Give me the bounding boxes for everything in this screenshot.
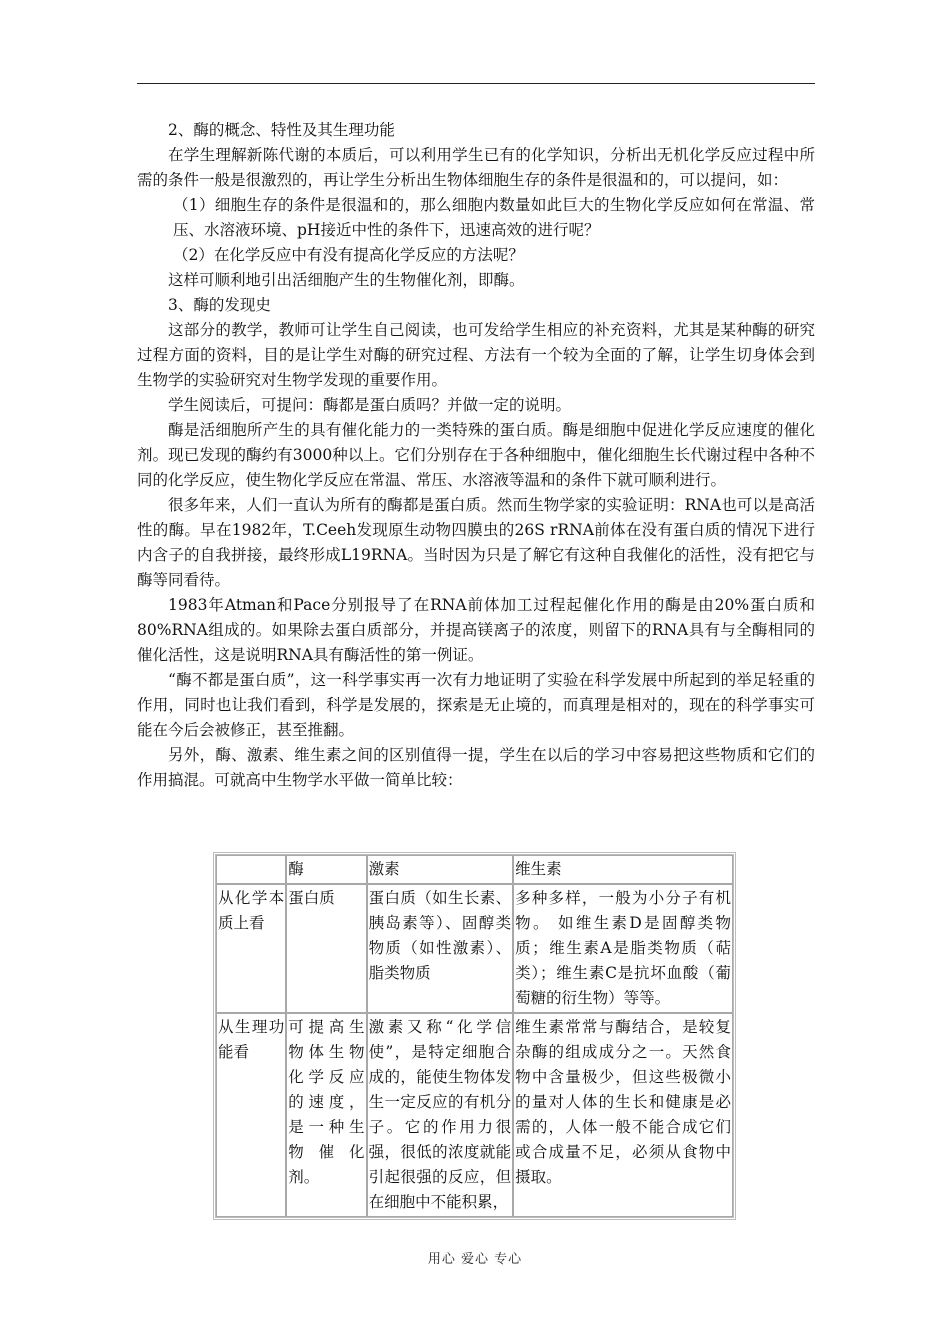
section-heading-enzyme-concept: 2、酶的概念、特性及其生理功能 [168,121,395,139]
table-cell: 多种多样，一般为小分子有机物。 如维生素D是固醇类物质；维生素A是脂类物质（萜类）；维生素C是抗坏血酸（葡萄糖的衍生物）等等。 [513,884,733,1013]
table-cell: 从化学本质上看 [216,884,286,1013]
header-rule [137,83,815,84]
table-cell: 蛋白质 [286,884,366,1013]
paragraph: “酶不都是蛋白质”，这一科学事实再一次有力地证明了实验在科学发展中所起到的举足轻重的作用，同时也让我们看到，科学是发展的，探索是无止境的，而真理是相对的，现在的科学事实可能在今后会被修正，甚至推翻。 [137,671,815,739]
paragraph: 另外，酶、激素、维生素之间的区别值得一提，学生在以后的学习中容易把这些物质和它们的作用搞混。可就高中生物学水平做一简单比较： [137,746,815,789]
table-header-row [216,855,733,884]
question-item: （1）细胞生存的条件是很温和的，那么细胞内数量如此巨大的生物化学反应如何在常温、常压、水溶液环境、pH接近中性的条件下，迅速高效的进行呢？ [173,196,815,239]
table-row [216,884,733,1013]
question-item: （2）在化学反应中有没有提高化学反应的方法呢？ [173,246,524,264]
comparison-table [213,852,736,1220]
table-header-cell: 激素 [367,855,514,884]
table-cell: 可提高生物体生物化学反应的速度，是一种生物催化剂。 [286,1013,366,1217]
table-cell: 激素又称“化学信使”，是特定细胞合成的，能使生物体发生一定反应的有机分子。它的作用力很强，很低的浓度就能引起很强的反应，但在细胞中不能积累， [367,1013,514,1217]
paragraph: 学生阅读后，可提问：酶都是蛋白质吗？并做一定的说明。 [168,396,572,414]
table-cell: 从生理功能看 [216,1013,286,1217]
table-header-cell: 酶 [286,855,366,884]
paragraph: 酶是活细胞所产生的具有催化能力的一类特殊的蛋白质。酶是细胞中促进化学反应速度的催化剂。现已发现的酶约有3000种以上。它们分别存在于各种细胞中，催化细胞生长代谢过程中各种不同的化学反应，使生物化学反应在常温、常压、水溶液等温和的条件下就可顺利进行。 [137,421,815,489]
table-header-cell [216,855,286,884]
paragraph: 很多年来，人们一直认为所有的酶都是蛋白质。然而生物学家的实验证明：RNA也可以是高活性的酶。早在1982年，T.Ceeh发现原生动物四膜虫的26S rRNA前体在没有蛋白质的情况下进行内含子的自我拼接，最终形成L19RNA。当时因为只是了解它有这种自我催化的活性，没有把它与酶等同看待。 [137,496,815,589]
table-row [216,1013,733,1217]
table-header-cell: 维生素 [513,855,733,884]
table-cell: 蛋白质（如生长素、胰岛素等）、固醇类物质（如性激素）、脂类物质 [367,884,514,1013]
paragraph: 这样可顺利地引出活细胞产生的生物催化剂，即酶。 [168,271,525,289]
paragraph: 1983年Atman和Pace分别报导了在RNA前体加工过程起催化作用的酶是由20%蛋白质和80%RNA组成的。如果除去蛋白质部分，并提高镁离子的浓度，则留下的RNA具有与全酶相同的催化活性，这是说明RNA具有酶活性的第一例证。 [137,596,815,664]
document-body [137,118,815,793]
paragraph: 在学生理解新陈代谢的本质后，可以利用学生已有的化学知识，分析出无机化学反应过程中所需的条件一般是很激烈的，再让学生分析出生物体细胞生存的条件是很温和的，可以提问，如： [137,146,815,189]
page-footer: 用心 爱心 专心 [427,1252,523,1267]
paragraph: 这部分的教学，教师可让学生自己阅读，也可发给学生相应的补充资料，尤其是某种酶的研究过程方面的资料，目的是让学生对酶的研究过程、方法有一个较为全面的了解，让学生切身体会到生物学的实验研究对生物学发现的重要作用。 [137,321,815,389]
table-cell: 维生素常常与酶结合，是较复杂酶的组成成分之一。天然食物中含量极少，但这些极微小的量对人体的生长和健康是必需的，人体一般不能合成它们或合成量不足，必须从食物中摄取。 [513,1013,733,1217]
section-heading-discovery-history: 3、酶的发现史 [168,296,271,314]
